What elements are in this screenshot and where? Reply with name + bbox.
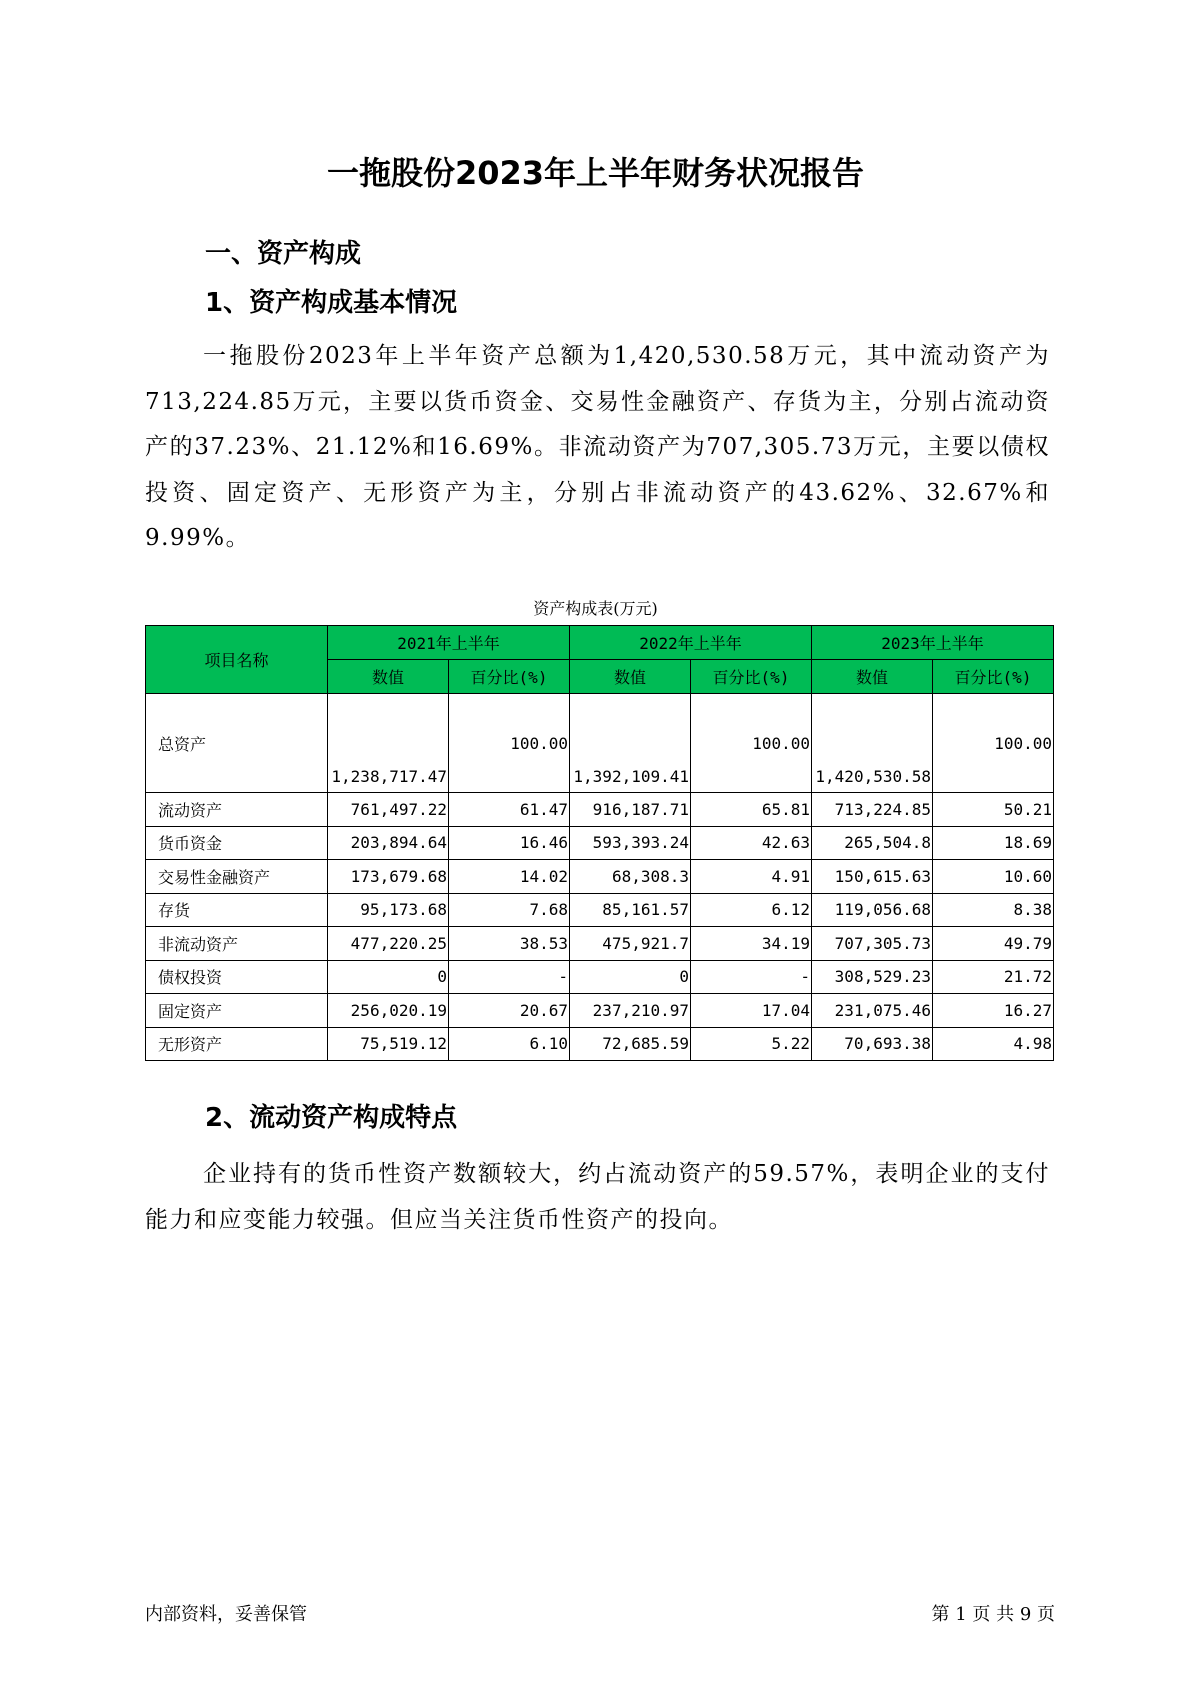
- footer-page-number: 第 1 页 共 9 页: [931, 1604, 1055, 1625]
- table-row: [146, 994, 1054, 1028]
- value-cell: 1,420,530.58: [812, 694, 933, 793]
- row-label: 总资产: [146, 694, 328, 793]
- header-percent: 百分比(%): [933, 660, 1054, 694]
- value-cell: 475,921.7: [570, 927, 691, 961]
- percent-cell: 38.53: [449, 927, 570, 961]
- value-cell: 68,308.3: [570, 860, 691, 894]
- value-cell: 1,392,109.41: [570, 694, 691, 793]
- percent-cell: 42.63: [691, 826, 812, 860]
- value-cell: 203,894.64: [328, 826, 449, 860]
- row-label: 交易性金融资产: [146, 860, 328, 894]
- value-cell: 761,497.22: [328, 793, 449, 827]
- value-cell: 308,529.23: [812, 960, 933, 994]
- header-value: 数值: [570, 660, 691, 694]
- percent-cell: 5.22: [691, 1027, 812, 1061]
- paragraph-current-assets: 企业持有的货币性资产数额较大，约占流动资产的59.57%，表明企业的支付能力和应变能力较强。但应当关注货币性资产的投向。: [145, 1161, 1050, 1233]
- header-percent: 百分比(%): [691, 660, 812, 694]
- footer-confidential: 内部资料，妥善保管: [145, 1604, 307, 1625]
- row-label: 流动资产: [146, 793, 328, 827]
- value-cell: 72,685.59: [570, 1027, 691, 1061]
- percent-cell: 4.98: [933, 1027, 1054, 1061]
- header-year: 2021年上半年: [328, 626, 570, 660]
- header-year: 2022年上半年: [570, 626, 812, 660]
- value-cell: 916,187.71: [570, 793, 691, 827]
- subsection-heading-current-assets: 2、流动资产构成特点: [205, 1103, 458, 1133]
- percent-cell: 20.67: [449, 994, 570, 1028]
- table-row: [146, 826, 1054, 860]
- percent-cell: 34.19: [691, 927, 812, 961]
- percent-cell: 17.04: [691, 994, 812, 1028]
- subsection-heading-basic: 1、资产构成基本情况: [205, 288, 458, 318]
- value-cell: 70,693.38: [812, 1027, 933, 1061]
- percent-cell: -: [691, 960, 812, 994]
- value-cell: 477,220.25: [328, 927, 449, 961]
- row-label: 无形资产: [146, 1027, 328, 1061]
- percent-cell: 16.27: [933, 994, 1054, 1028]
- percent-cell: 7.68: [449, 893, 570, 927]
- section-heading-asset-composition: 一、资产构成: [205, 239, 362, 269]
- value-cell: 119,056.68: [812, 893, 933, 927]
- value-cell: 0: [570, 960, 691, 994]
- table-row: [146, 960, 1054, 994]
- row-label: 非流动资产: [146, 927, 328, 961]
- percent-cell: 50.21: [933, 793, 1054, 827]
- table-row: [146, 1027, 1054, 1061]
- header-percent: 百分比(%): [449, 660, 570, 694]
- percent-cell: 16.46: [449, 826, 570, 860]
- table-row: [146, 793, 1054, 827]
- value-cell: 0: [328, 960, 449, 994]
- value-cell: 95,173.68: [328, 893, 449, 927]
- value-cell: 256,020.19: [328, 994, 449, 1028]
- percent-cell: 6.12: [691, 893, 812, 927]
- value-cell: 85,161.57: [570, 893, 691, 927]
- value-cell: 75,519.12: [328, 1027, 449, 1061]
- header-value: 数值: [328, 660, 449, 694]
- row-label: 货币资金: [146, 826, 328, 860]
- percent-cell: 14.02: [449, 860, 570, 894]
- row-label: 债权投资: [146, 960, 328, 994]
- percent-cell: 61.47: [449, 793, 570, 827]
- percent-cell: 10.60: [933, 860, 1054, 894]
- value-cell: 231,075.46: [812, 994, 933, 1028]
- value-cell: 237,210.97: [570, 994, 691, 1028]
- table-row: [146, 860, 1054, 894]
- table-row: [146, 893, 1054, 927]
- table-caption: 资产构成表(万元): [533, 599, 658, 618]
- value-cell: 707,305.73: [812, 927, 933, 961]
- percent-cell: 18.69: [933, 826, 1054, 860]
- table-row: [146, 927, 1054, 961]
- row-label: 固定资产: [146, 994, 328, 1028]
- asset-composition-table: [145, 625, 1054, 1061]
- percent-cell: 100.00: [449, 694, 570, 793]
- percent-cell: 8.38: [933, 893, 1054, 927]
- percent-cell: 100.00: [691, 694, 812, 793]
- percent-cell: 21.72: [933, 960, 1054, 994]
- paragraph-asset-summary: 一拖股份2023年上半年资产总额为1,420,530.58万元，其中流动资产为713,224.85万元，主要以货币资金、交易性金融资产、存货为主，分别占流动资产的37.23%、21.12%和16.69%。非流动资产为707,305.73万元，主要以债权投资、固定资产、无形资产为主，分别占非流动资产的43.62%、32.67%和9.99%。: [145, 343, 1050, 551]
- percent-cell: -: [449, 960, 570, 994]
- value-cell: 265,504.8: [812, 826, 933, 860]
- value-cell: 713,224.85: [812, 793, 933, 827]
- value-cell: 150,615.63: [812, 860, 933, 894]
- report-title: 一拖股份2023年上半年财务状况报告: [326, 154, 865, 192]
- percent-cell: 65.81: [691, 793, 812, 827]
- percent-cell: 6.10: [449, 1027, 570, 1061]
- percent-cell: 49.79: [933, 927, 1054, 961]
- header-year: 2023年上半年: [812, 626, 1054, 660]
- header-item-name: 项目名称: [146, 626, 328, 694]
- row-label: 存货: [146, 893, 328, 927]
- percent-cell: 4.91: [691, 860, 812, 894]
- value-cell: 173,679.68: [328, 860, 449, 894]
- percent-cell: 100.00: [933, 694, 1054, 793]
- value-cell: 593,393.24: [570, 826, 691, 860]
- table-row: [146, 694, 1054, 793]
- header-value: 数值: [812, 660, 933, 694]
- value-cell: 1,238,717.47: [328, 694, 449, 793]
